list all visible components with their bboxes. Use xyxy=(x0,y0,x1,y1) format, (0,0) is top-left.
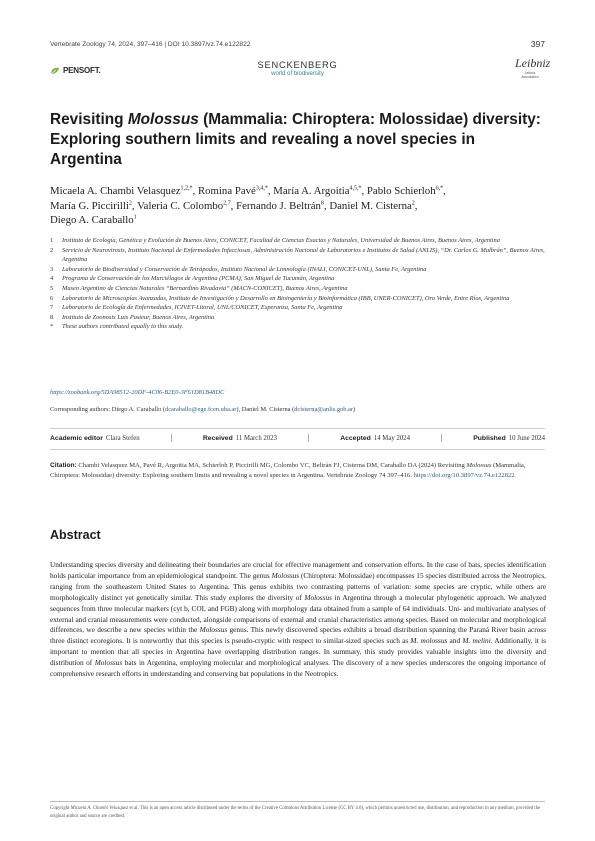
author[interactable] xyxy=(273,185,367,197)
footer-author: Micaela A. Chambi Velasquez xyxy=(70,806,129,811)
affiliation-item xyxy=(50,274,545,284)
affiliation-number: 1 xyxy=(50,237,54,244)
divider xyxy=(50,449,545,450)
affiliation-item xyxy=(50,303,545,313)
published-value: 10 June 2024 xyxy=(508,434,545,442)
author-sep: , xyxy=(414,199,418,212)
affiliation-text: Laboratorio de Ecología de Enfermedades, ICIVET-Litoral, UNL/CONICET, Esperanza, Santa Fe, Argentina xyxy=(62,304,343,312)
received-date xyxy=(203,435,277,442)
affiliation-item xyxy=(50,265,545,275)
author-name: Valeria C. Colombo xyxy=(137,199,224,212)
abstract-italic: Molossus xyxy=(271,570,300,580)
author-affil-sup: 6,* xyxy=(435,185,444,192)
email-link[interactable]: dcisterna@anlis.gob.ar xyxy=(294,406,354,413)
citation-genus: Molossus xyxy=(466,462,492,469)
author-affil-sup: 1 xyxy=(133,214,137,221)
author-sep: , xyxy=(230,199,237,212)
leibniz-small-1: Leibniz xyxy=(524,71,536,75)
affiliation-item xyxy=(50,294,545,304)
editor-label: Academic editor xyxy=(50,434,103,442)
author-name: Micaela A. Chambi Velasquez xyxy=(50,185,181,197)
author-name: Pablo Schierloh xyxy=(366,185,436,197)
affiliation-item xyxy=(50,322,545,332)
abstract-heading: Abstract xyxy=(50,528,101,542)
title-genus: Molossus xyxy=(127,111,199,128)
divider xyxy=(171,434,172,442)
author-list xyxy=(50,184,550,228)
author[interactable] xyxy=(329,200,417,212)
accepted-date xyxy=(340,435,410,442)
abstract-segment: genus. This newly discovered species exhibits a broad distribution spanning the Paraná River basin across three distinct ecoregions. It is noteworthy that this species is pseudo-cryptic with respect to similar-sized species such as xyxy=(50,625,546,646)
author[interactable] xyxy=(236,200,329,212)
editor-value: Clara Stefen xyxy=(105,434,140,442)
academic-editor xyxy=(50,435,140,442)
divider xyxy=(50,428,545,429)
affiliation-item xyxy=(50,313,545,323)
affiliation-text: Museo Argentino de Ciencias Naturales “Bernardino Rivadavia” (MACN-CONICET), Buenos Aires, Argentina xyxy=(62,284,348,292)
abstract-text xyxy=(50,560,546,680)
copyright-footer xyxy=(50,805,545,821)
affiliation-text: Instituto de Ecología, Genética y Evolución de Buenos Aires, CONICET, Facultad de Ciencias Exactas y Naturales, Universidad de Buenos Aires, Buenos Aires, Argentina xyxy=(62,237,500,244)
affiliation-item xyxy=(50,236,545,246)
affiliation-text: Laboratorio de Biodiversidad y Conservación de Tetrápodos, Instituto Nacional de Limnología (INALI, CONICET-UNL), Santa Fe, Argentina xyxy=(62,265,427,273)
footer-text: et al. This is an open access article distributed under the terms of the Creative Commons Attribution License (CC BY 4.0), which permits unrestricted use, distribution, and reproduction in any medium, provided the original author and source are credited. xyxy=(50,806,541,819)
abstract-italic: Molossus xyxy=(304,592,332,602)
title-part-2: (Mammalia: Chiroptera: Molossidae) diversity: Exploring southern limits and revealing a novel species in Argentina xyxy=(50,111,541,168)
affiliation-number: 5 xyxy=(50,284,54,292)
footer-text: Copyright xyxy=(50,806,71,811)
affiliation-text: Programa de Conservación de los Murciélagos de Argentina (PCMA), San Miguel de Tucumán, Argentina xyxy=(62,275,335,283)
author[interactable] xyxy=(50,214,137,226)
author-name: Romina Pavé xyxy=(197,185,256,197)
divider xyxy=(441,434,442,442)
received-value: 11 March 2023 xyxy=(235,434,278,442)
citation-block xyxy=(50,461,545,481)
author-sep: , xyxy=(323,199,330,212)
accepted-value: 14 May 2024 xyxy=(373,434,411,442)
affiliation-number: 6 xyxy=(50,294,54,302)
abstract-segment: . Additionally, it is important to mention that all species in Argentina have overlapping distribution ranges. In summary, this study provides valuable insights into the diversity and distribution of xyxy=(50,636,546,668)
corresp-suffix: ) xyxy=(353,406,356,413)
leibniz-logo[interactable] xyxy=(515,56,551,80)
citation-text: (Mammalia, Chiroptera: Molossidae) diversity: Exploring southern limits and revealing a novel species in Argentina. Vertebrate Zoology 74 397–416. xyxy=(50,462,526,479)
article-title xyxy=(50,110,545,170)
email-link[interactable]: dcaraballo@ege.fcen.uba.ar xyxy=(165,406,237,413)
author-name: María A. Argoitia xyxy=(273,185,350,197)
author-sep: , xyxy=(131,199,138,212)
author-sep: , xyxy=(267,185,274,197)
author-affil-sup: 8 xyxy=(320,199,324,206)
author-affil-sup: 2,7 xyxy=(223,199,231,206)
affiliation-list xyxy=(50,236,545,332)
doi-link[interactable]: https://doi.org/10.3897/vz.74.e122822 xyxy=(413,472,515,479)
author-affil-sup: 3,4,* xyxy=(255,185,268,192)
author[interactable] xyxy=(367,185,446,197)
author-name: Diego A. Caraballo xyxy=(50,214,134,226)
affiliation-text: Laboratorio de Microscopías Avanzadas, Instituto de Investigación y Desarrollo en Bioingeniería y Bioinformática (IBB, UNER-CONICET), Oro Verde, Entre Ríos, Argentina xyxy=(62,294,510,302)
author-sep: , xyxy=(443,185,446,197)
affiliation-number: 3 xyxy=(50,265,54,273)
citation-label: Citation: xyxy=(50,462,77,469)
affiliation-item xyxy=(50,284,545,294)
affiliation-text: Instituto de Zoonosis Luis Pasteur, Buenos Aires, Argentina xyxy=(62,313,215,321)
author-affil-sup: 2 xyxy=(128,199,132,206)
author-name: Fernando J. Beltrán xyxy=(236,199,321,212)
affiliation-number: 2 xyxy=(50,246,54,254)
affiliation-text: Servicio de Neurovirosis, Instituto Nacional de Enfermedades Infecciosas, Administración Nacional de Laboratorios e Institutos de Salud (ANLIS), “Dr. Carlos G. Malbrán”, Buenos Aires, Argentina xyxy=(62,246,545,264)
author-name: María G. Piccirilli xyxy=(50,199,129,212)
author[interactable] xyxy=(50,200,137,212)
article-dates-bar xyxy=(50,434,545,442)
senckenberg-wordmark: SENCKENBERG xyxy=(257,60,338,70)
abstract-italic: M. molossus xyxy=(410,636,448,646)
abstract-segment: and xyxy=(447,636,463,646)
citation-text: Chambi Velasquez MA, Pavé R, Argoitia MA, Schierloh P, Piccirilli MG, Colombo VC, Beltrán FJ, Cisterna DM, Caraballo DA (2024) Revisiting xyxy=(78,462,467,469)
author-affil-sup: 4,5,* xyxy=(349,185,362,192)
author-sep: , xyxy=(361,185,367,197)
affiliation-number: 7 xyxy=(50,304,54,312)
author-affil-sup: 2 xyxy=(411,199,415,206)
page-number: 397 xyxy=(530,39,545,49)
published-label: Published xyxy=(473,434,506,442)
corresp-prefix: Corresponding authors: Diego A. Caraballo ( xyxy=(50,406,166,413)
affiliation-number: 4 xyxy=(50,275,54,283)
accepted-label: Accepted xyxy=(340,434,371,442)
affiliation-item xyxy=(50,246,545,265)
footer-divider xyxy=(50,801,545,802)
abstract-segment: bats in Argentina, employing molecular and morphological analyses. The discovery of a new species underscores the ongoing importance of comprehensive research efforts in understanding and conserving bat populations in the Neotropics. xyxy=(50,658,546,679)
abstract-segment: in Argentina through a molecular phylogenetic approach. We analyzed sequences from three molecular markers (cyt b, COI, and FGB) along with morphology data obtained from a sample of 64 individuals. Uni- and multivariate analyses of external and cranial measurements were conducted, alongside comparisons of external and cranial characteristics among species. Based on molecular and morphological differences, we describe a new species within the xyxy=(50,592,546,635)
affiliation-text: These authors contributed equally to this study. xyxy=(62,323,184,331)
leibniz-small-2: Association xyxy=(521,75,539,80)
affiliation-number: 8 xyxy=(50,313,54,321)
corresp-middle: ), Daniel M. Cisterna ( xyxy=(236,406,295,413)
abstract-italic: Molossus xyxy=(199,625,228,635)
divider xyxy=(308,434,309,442)
journal-header-line: Vertebrate Zoology 74, 2024, 397–416 | DOI 10.3897/vz.74.e122822 xyxy=(50,41,251,48)
author-affil-sup: 1,2,* xyxy=(180,185,193,192)
senckenberg-tagline: world of biodiversity xyxy=(271,71,324,77)
leibniz-script: Leibniz xyxy=(515,56,551,70)
corresponding-authors xyxy=(50,406,355,413)
title-part-1: Revisiting xyxy=(50,111,128,128)
author[interactable] xyxy=(198,185,273,197)
author-sep: , xyxy=(192,185,198,197)
author[interactable] xyxy=(50,185,198,197)
published-date xyxy=(473,435,545,442)
received-label: Received xyxy=(202,434,233,442)
author[interactable] xyxy=(137,200,236,212)
abstract-segment: Understanding species diversity and delineating their boundaries are crucial for effective management and conservation efforts. In the case of bats, species identification holds particular importance from an epidemiological standpoint. The genus xyxy=(50,560,546,580)
abstract-italic: M. melini xyxy=(462,636,491,646)
abstract-italic: Molossus xyxy=(94,658,123,668)
zoobank-link[interactable]: https://zoobank.org/5DA98512-20DF-4C06-B2E0-3F61D81B48DC xyxy=(50,389,225,396)
author-name: Daniel M. Cisterna xyxy=(329,199,412,212)
pensoft-wordmark: PENSOFT. xyxy=(63,66,101,75)
affiliation-number: * xyxy=(50,323,54,331)
abstract-segment: (Chiroptera: Molossidae) encompasses 15 species distributed across the Neotropics, ranging from the southeastern United States to Argentina. This genus exhibits two contrasting patterns of variation: some species are cryptic, while others are morphologically distinct yet genetically similar. This study explores the diversity of xyxy=(50,570,546,602)
